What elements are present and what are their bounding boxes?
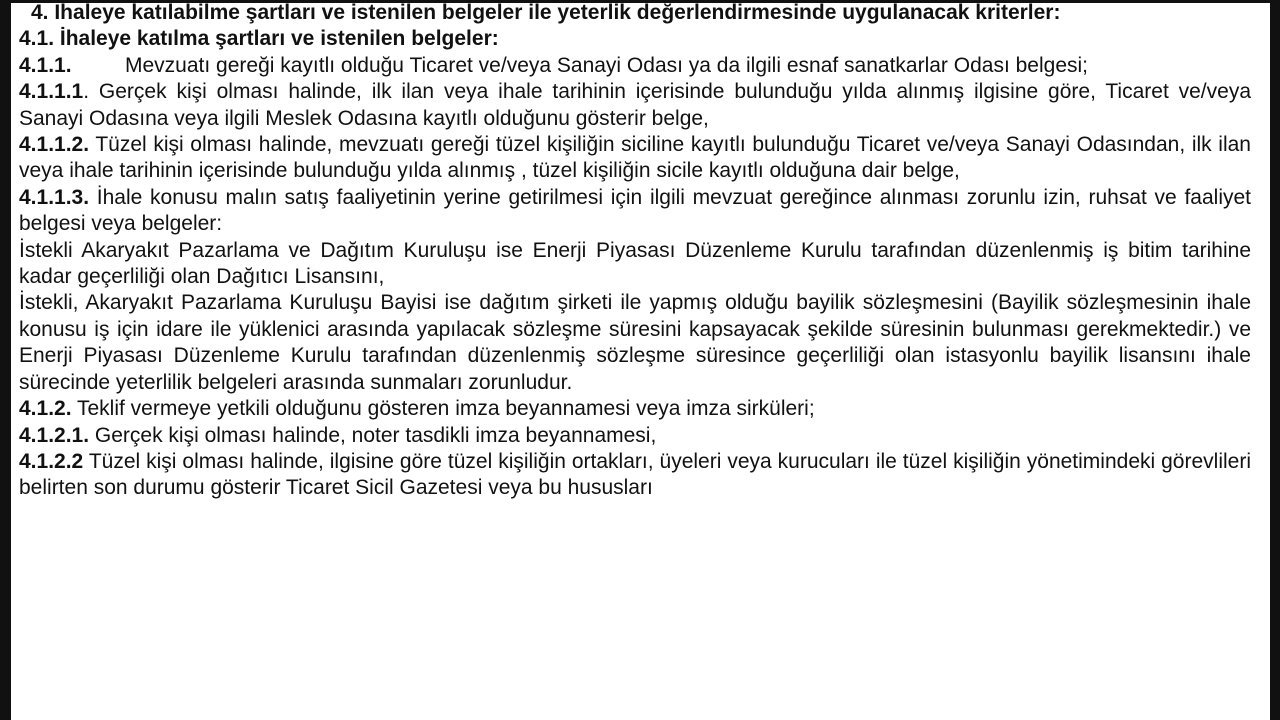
item-4-1-1 xyxy=(19,53,1251,79)
item-text: Gerçek kişi olması halinde, noter tasdikli imza beyannamesi, xyxy=(89,423,657,447)
item-4-1-2-2 xyxy=(19,449,1251,502)
item-number: 4.1.2.2 xyxy=(19,449,84,473)
item-number: 4.1.1. xyxy=(19,53,72,77)
item-4-1-1-3 xyxy=(19,185,1251,238)
item-number: 4.1.1.3. xyxy=(19,185,90,209)
item-text: Teklif vermeye yetkili olduğunu gösteren imza beyannamesi veya imza sirküleri; xyxy=(71,397,815,421)
item-number: 4.1.1.2. xyxy=(19,133,90,157)
document-body xyxy=(19,0,1251,502)
paragraph-distributor-license xyxy=(19,238,1251,291)
item-4-1-1-1 xyxy=(19,79,1251,132)
item-4-1-1-2 xyxy=(19,132,1251,185)
item-number: 4.1.1.1 xyxy=(19,80,84,104)
item-4-1-2 xyxy=(19,396,1251,422)
item-text: İstekli Akaryakıt Pazarlama ve Dağıtım Kuruluşu ise Enerji Piyasası Düzenleme Kurulu tarafından düzenlenmiş iş bitim tarihine kadar geçerliliği olan Dağıtıcı Lisansını, xyxy=(19,238,1251,289)
item-text: İhale konusu malın satış faaliyetinin yerine getirilmesi için ilgili mevzuat gereğince alınması zorunlu izin, ruhsat ve faaliyet belgesi veya belgeler: xyxy=(19,185,1251,236)
item-4-1-2-1 xyxy=(19,423,1251,449)
frame-left-border xyxy=(0,0,11,720)
frame-right-border xyxy=(1270,0,1280,720)
subsection-title: 4.1. İhaleye katılma şartları ve istenilen belgeler: xyxy=(19,27,499,51)
paragraph-dealer-license xyxy=(19,290,1251,396)
item-text: Mevzuatı gereği kayıtlı olduğu Ticaret ve/veya Sanayi Odası ya da ilgili esnaf sanatkarlar Odası belgesi; xyxy=(125,53,1089,77)
section-title: 4. İhaleye katılabilme şartları ve istenilen belgeler ile yeterlik değerlendirmesinde uygulanacak kriterler: xyxy=(31,1,1061,24)
item-number: 4.1.2.1. xyxy=(19,423,90,447)
item-text: Tüzel kişi olması halinde, mevzuatı gereği tüzel kişiliğin siciline kayıtlı bulunduğu Ticaret ve/veya Sanayi Odasından, ilk ilan veya ihale tarihinin içerisinde bulunduğu yılda alınmış , tüzel kişiliğin sicile kayıtlı olduğuna dair belge, xyxy=(19,133,1251,183)
item-text: . Gerçek kişi olması halinde, ilk ilan veya ihale tarihinin içerisinde bulunduğu yılda alınmış ilgisine göre, Ticaret ve/veya Sanayi Odasına veya ilgili Meslek Odasına kayıtlı olduğunu gösterir belge, xyxy=(19,80,1251,130)
item-text: Tüzel kişi olması halinde, ilgisine göre tüzel kişiliğin ortakları, üyeleri veya kurucuları ile tüzel kişiliğin yönetimindeki görevlileri belirten son durumu gösterir Ticaret Sicil Gazetesi veya bu hususları xyxy=(19,449,1251,500)
item-text: İstekli, Akaryakıt Pazarlama Kuruluşu Bayisi ise dağıtım şirketi ile yapmış olduğu bayilik sözleşmesini (Bayilik sözleşmesinin ihale konusu iş için idare ile yüklenici arasında yapılacak sözleşme süresini kapsayacak şekilde süresinin bulunması gerekmektedir.) ve Enerji Piyasası Düzenleme Kurulu tarafından düzenlenmiş sözleşme süresince geçerliliği olan istasyonlu bayilik lisansını ihale sürecinde yeterlilik belgeleri arasında sunmaları zorunludur. xyxy=(19,291,1251,394)
item-number: 4.1.2. xyxy=(19,397,72,421)
